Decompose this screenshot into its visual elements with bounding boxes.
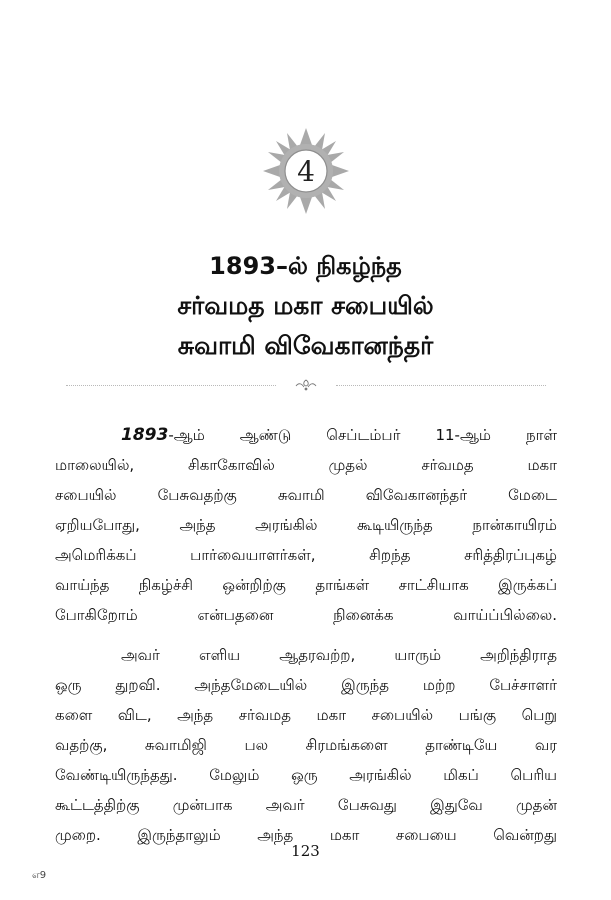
text-line: மாலையில், சிகாகோவில் முதல் சர்வமத மகா [55, 456, 557, 474]
text-line: அவர் எளிய ஆதரவற்ற, யாரும் அறிந்திராத [121, 646, 557, 664]
text-line: 1893-ஆம் ஆண்டு செப்டம்பர் 11-ஆம் நாள் [121, 425, 557, 445]
text-line: கூட்டத்திற்கு முன்பாக அவர் பேசுவது இதுவே முதன் [55, 796, 557, 814]
title-line-3: சுவாமி விவேகானந்தர் [177, 331, 434, 360]
text-line: முறை. இருந்தாலும் அந்த மகா சபையை வென்றது [55, 826, 557, 844]
text-line: ஏறியபோது, அந்த அரங்கில் கூடியிருந்த நான்காயிரம் [55, 516, 557, 534]
text-line: களை விட, அந்த சர்வமத மகா சபையில் பங்கு பெறு [55, 706, 557, 724]
paragraph-1 [55, 420, 557, 630]
footer-signature-mark: எ9 [32, 870, 47, 881]
title-line-1: 1893–ல் நிகழ்ந்த [209, 252, 402, 280]
text-line: அமெரிக்கப் பார்வையாளர்கள், சிறந்த சரித்திரப்புகழ் [55, 546, 557, 564]
divider-rule-right [336, 385, 546, 386]
section-divider [66, 378, 546, 392]
page-number: 123 [291, 842, 320, 860]
title-line-2: சர்வமத மகா சபையில் [177, 291, 434, 320]
text-line: ஒரு துறவி. அந்தமேடையில் இருந்த மற்ற பேச்சாளர் [55, 676, 557, 694]
chapter-body [55, 420, 557, 860]
text-line: வாய்ந்த நிகழ்ச்சி ஒன்றிற்கு தாங்கள் சாட்சியாக இருக்கப் [55, 576, 557, 594]
chapter-title [40, 246, 571, 366]
text-line: போகிறோம் என்பதனை நினைக்க வாய்ப்பில்லை. [55, 606, 557, 624]
lead-year: 1893 [121, 425, 169, 445]
paragraph-2 [55, 640, 557, 850]
text-line: வேண்டியிருந்தது. மேலும் ஒரு அரங்கில் மிகப் பெரிய [55, 766, 557, 784]
flourish-ornament-icon [294, 378, 318, 392]
chapter-number: 4 [297, 154, 315, 188]
text-line: வதற்கு, சுவாமிஜி பல சிரமங்களை தாண்டியே வர [55, 736, 557, 754]
text-line: சபையில் பேசுவதற்கு சுவாமி விவேகானந்தர் மேடை [55, 486, 557, 504]
divider-rule-left [66, 385, 276, 386]
chapter-badge [263, 128, 349, 214]
